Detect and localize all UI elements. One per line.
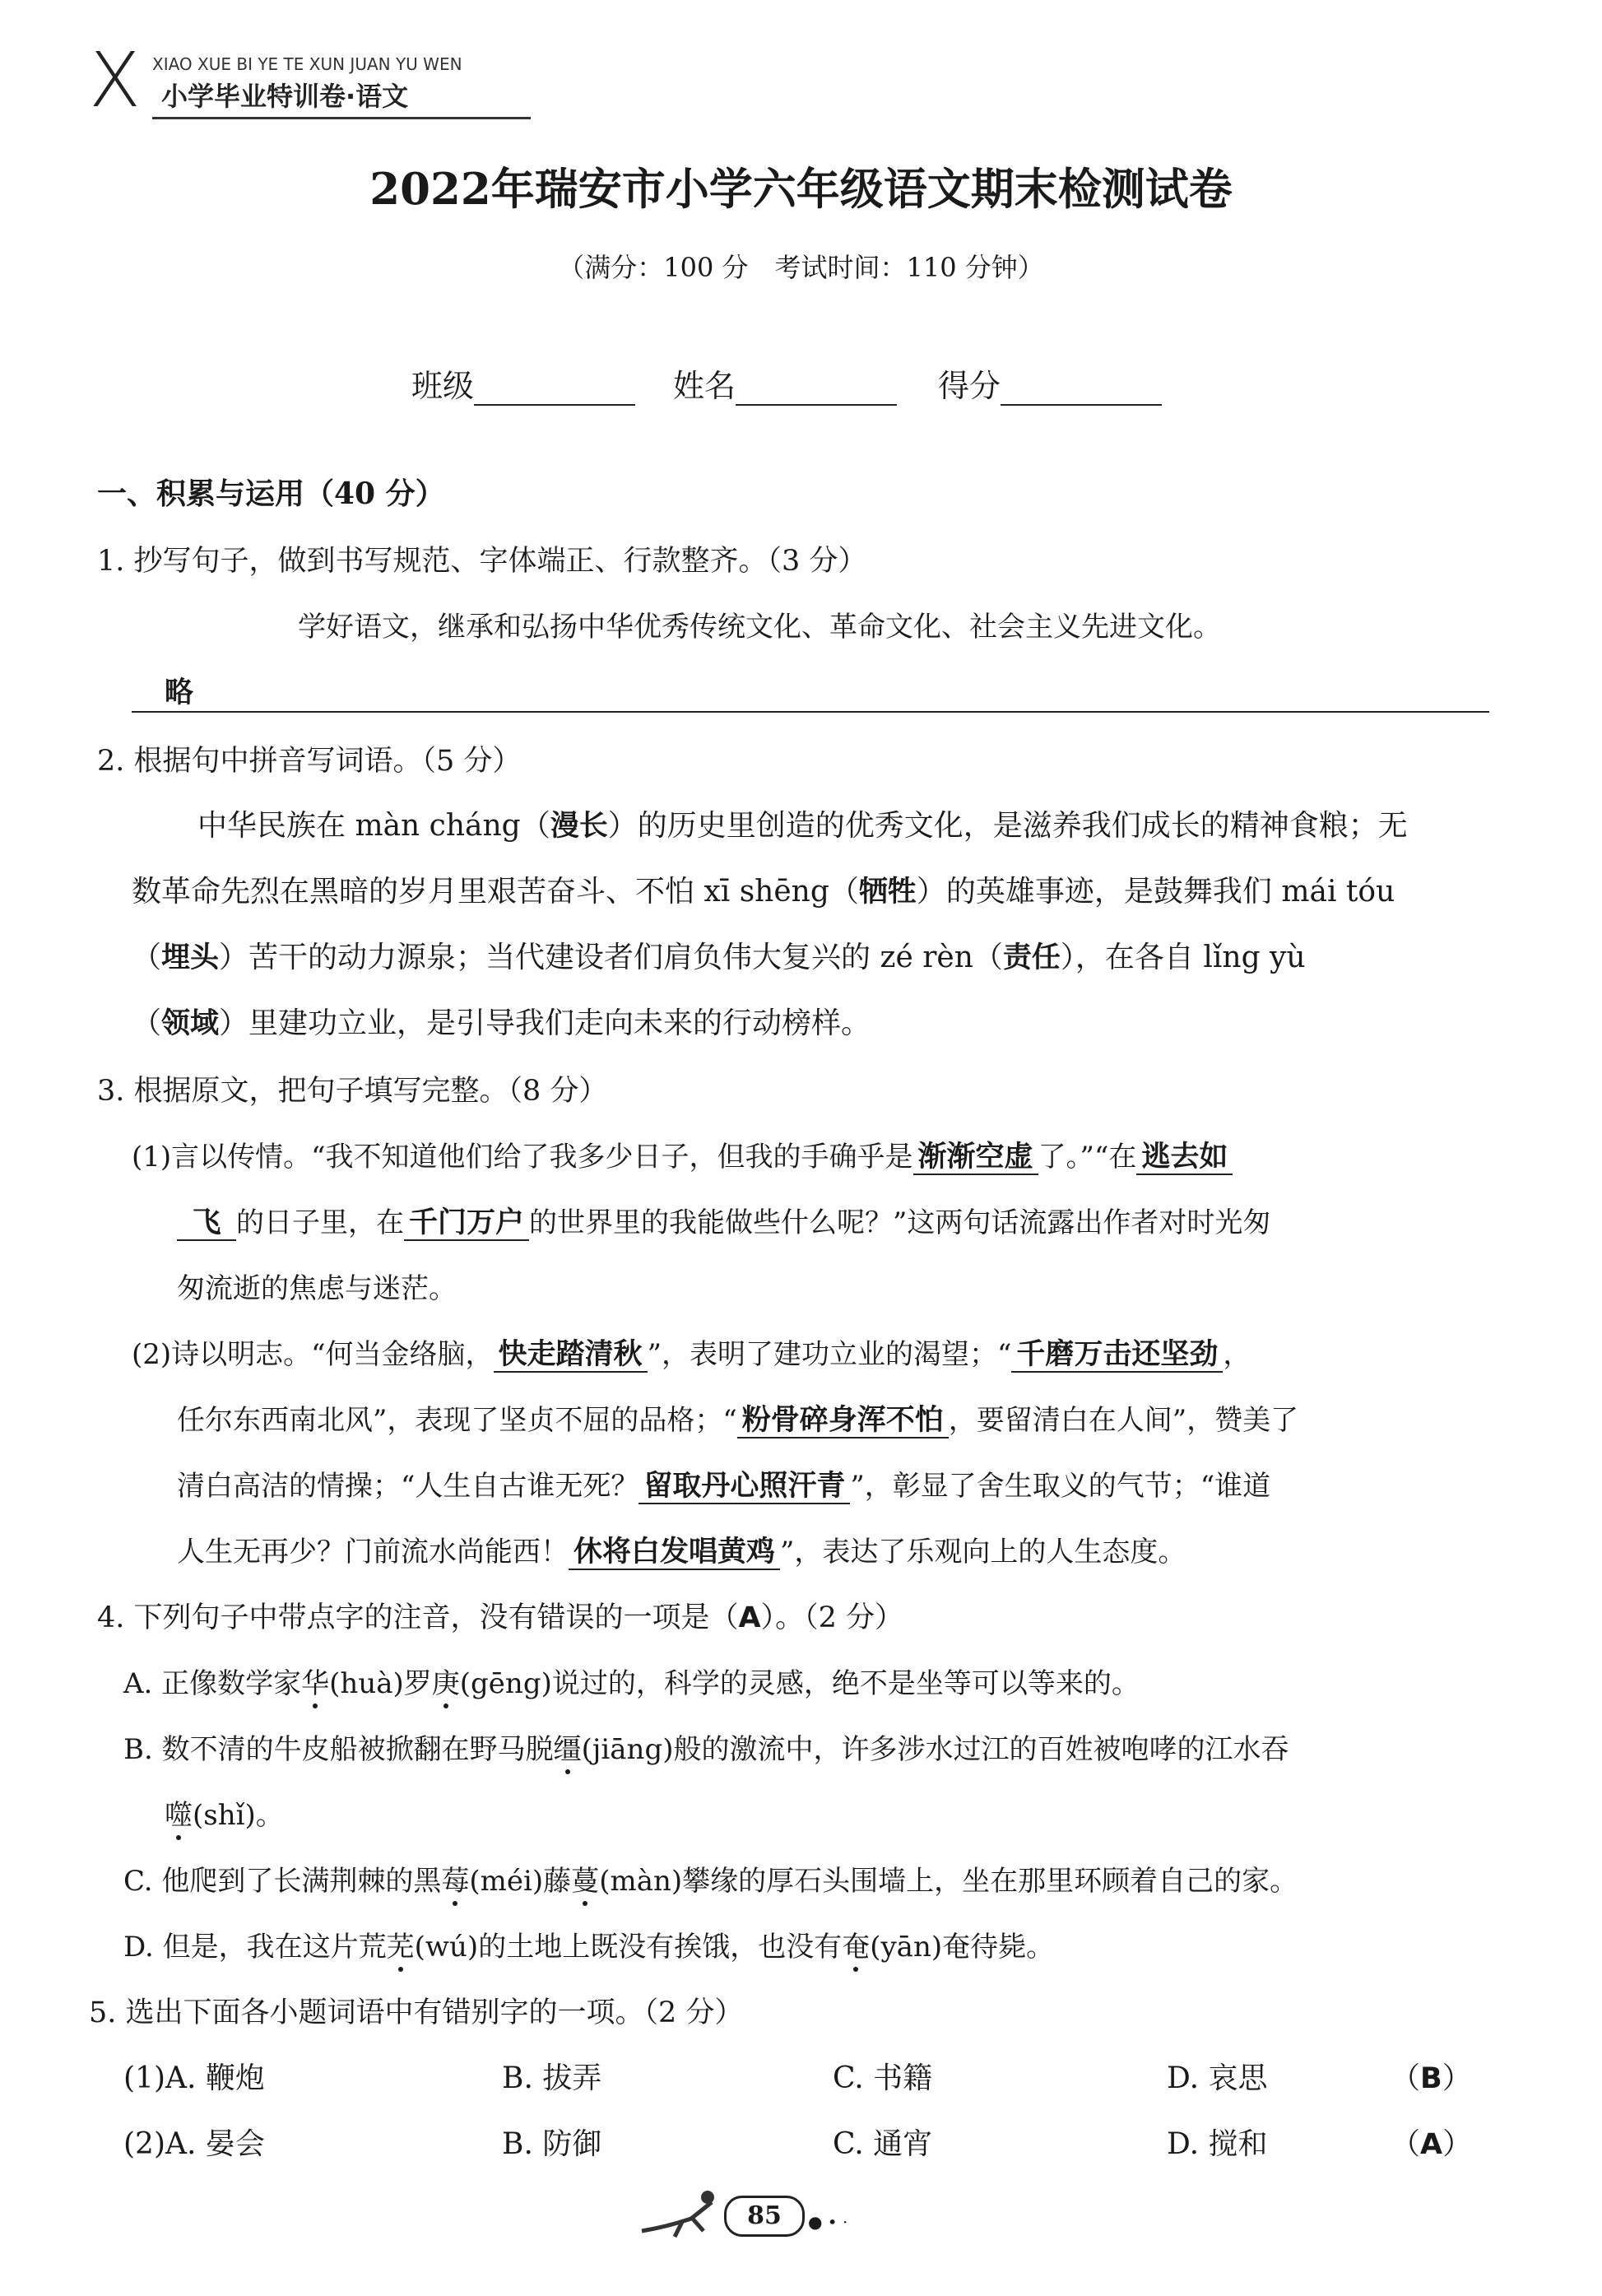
class-label: 班级 — [411, 368, 475, 404]
q4-option-a[interactable] — [123, 1667, 1140, 1700]
q5-row-2-option-b[interactable]: B. 防御 — [502, 2127, 602, 2161]
header-rule — [152, 117, 531, 119]
q4-text: C. 他爬到了长满荆棘的黑 — [123, 1865, 442, 1898]
q2-line-3 — [132, 941, 1306, 974]
q5-stem: 5. 选出下面各小题词语中有错别字的一项。（2 分） — [89, 1996, 744, 2029]
q4-text: (huà)罗 — [329, 1667, 432, 1700]
q2-text: （ — [132, 941, 162, 974]
q1-sentence: 学好语文，继承和弘扬中华优秀传统文化、革命文化、社会主义先进文化。 — [298, 611, 1221, 644]
q4-answer[interactable]: A — [738, 1601, 761, 1634]
q1-answer-line — [132, 711, 1489, 713]
dotted-char: 莓 — [441, 1865, 470, 1898]
dotted-char: 奄 — [842, 1931, 871, 1964]
q4-text: (méi)藤 — [469, 1865, 572, 1898]
q3-answer[interactable]: 千磨万击还坚劲 — [1011, 1338, 1223, 1373]
q3-text: 了。”“在 — [1038, 1141, 1137, 1174]
q4-text: (yān)奄待毙。 — [870, 1931, 1055, 1964]
q3-text: 清白高洁的情操；“人生自古谁无死？ — [177, 1470, 639, 1503]
q3-text: ”，彰显了舍生取义的气节；“谁道 — [850, 1470, 1271, 1503]
q2-text: ）苦干的动力源泉；当代建设者们肩负伟大复兴的 zé rèn（ — [219, 941, 1003, 974]
q1-answer[interactable]: 略 — [165, 676, 194, 709]
q4-stem — [97, 1601, 903, 1634]
q3-p2-line-1 — [132, 1338, 1251, 1373]
footer-dots: ● • · — [808, 2212, 848, 2232]
q3-text: 任尔东西南北风”，表现了坚贞不屈的品格；“ — [177, 1404, 737, 1437]
paren: ） — [1442, 2127, 1473, 2161]
q3-text: (2)诗以明志。“何当金络脑， — [132, 1338, 494, 1371]
class-field — [411, 360, 635, 406]
q3-answer[interactable]: 休将白发唱黄鸡 — [569, 1536, 780, 1570]
q3-answer[interactable]: 快走踏清秋 — [494, 1338, 648, 1373]
series-name: 小学毕业特训卷·语文 — [161, 81, 409, 112]
q4-text: B. 数不清的牛皮船被掀翻在野马脱 — [123, 1733, 554, 1766]
score-label: 得分 — [938, 368, 1001, 404]
series-logo-letter: X — [89, 36, 142, 124]
q2-stem: 2. 根据句中拼音写词语。（5 分） — [97, 745, 522, 778]
q5-row-2-option-c[interactable]: C. 通宵 — [833, 2127, 933, 2161]
q2-line-2 — [132, 876, 1395, 909]
q2-answer-2[interactable]: 牺牲 — [858, 876, 917, 909]
exam-subtitle: （满分：100 分 考试时间：110 分钟） — [558, 252, 1044, 283]
dotted-char: 蔓 — [571, 1865, 600, 1898]
q2-line-4 — [132, 1007, 871, 1040]
score-field — [938, 360, 1162, 406]
q5-row-2-label[interactable]: (2)A. 晏会 — [123, 2127, 265, 2161]
q5-row-1-label[interactable]: (1)A. 鞭炮 — [123, 2061, 265, 2095]
q4-text: (jiāng)般的激流中，许多涉水过江的百姓被咆哮的江水吞 — [581, 1733, 1289, 1766]
q4-option-b-cont — [165, 1799, 284, 1832]
q2-line-1 — [197, 810, 1408, 843]
q5-row-2-answer[interactable]: A — [1420, 2128, 1443, 2161]
q3-p1-line-1 — [132, 1141, 1233, 1175]
q2-answer-1[interactable]: 漫长 — [550, 810, 608, 843]
q2-answer-5[interactable]: 领域 — [161, 1007, 220, 1040]
q3-text: (1)言以传情。“我不知道他们给了我多少日子，但我的手确乎是 — [132, 1141, 913, 1174]
class-blank[interactable] — [474, 369, 635, 406]
q4-text: (gēng)说过的，科学的灵感，绝不是坐等可以等来的。 — [459, 1667, 1140, 1700]
q1-stem: 1. 抄写句子，做到书写规范、字体端正、行款整齐。（3 分） — [97, 545, 867, 578]
q2-text: ）里建功立业，是引导我们走向未来的行动榜样。 — [219, 1006, 871, 1040]
name-field — [673, 360, 897, 406]
dotted-char: 华 — [301, 1667, 330, 1700]
q4-option-d[interactable] — [123, 1931, 1054, 1964]
q5-row-1-option-b[interactable]: B. 拔弄 — [502, 2061, 602, 2095]
q3-text: ，要留清白在人间”，赞美了 — [948, 1404, 1299, 1437]
dotted-char: 芜 — [386, 1931, 415, 1964]
q5-row-1-option-c[interactable]: C. 书籍 — [833, 2061, 933, 2095]
q5-row-1-answer[interactable]: B — [1420, 2062, 1442, 2095]
paren: （ — [1391, 2061, 1421, 2095]
q2-text: 数革命先烈在黑暗的岁月里艰苦奋斗、不怕 xī shēng（ — [132, 875, 859, 909]
q2-text: 中华民族在 màn cháng（ — [197, 809, 550, 843]
q2-text: ），在各自 lǐng yù — [1060, 941, 1306, 974]
q4-option-b[interactable] — [123, 1733, 1289, 1766]
q3-text: 人生无再少？门前流水尚能西！ — [177, 1536, 569, 1569]
q2-text: ）的英雄事迹，是鼓舞我们 mái tóu — [916, 875, 1395, 909]
name-blank[interactable] — [736, 369, 897, 406]
page-number: 85 — [724, 2196, 805, 2237]
dotted-char: 庚 — [431, 1667, 460, 1700]
q4-text: (màn)攀缘的厚石头围墙上，坐在那里环顾着自己的家。 — [599, 1865, 1298, 1898]
q2-text: （ — [132, 1006, 162, 1040]
q3-text: ”，表明了建功立业的渴望；“ — [647, 1338, 1012, 1371]
q2-answer-3[interactable]: 埋头 — [161, 941, 220, 974]
q3-answer[interactable]: 飞 — [177, 1206, 236, 1241]
q3-text: ， — [1223, 1338, 1251, 1371]
q4-text: D. 但是，我在这片荒 — [123, 1931, 387, 1964]
q4-text: 4. 下列句子中带点字的注音，没有错误的一项是（ — [97, 1601, 739, 1634]
running-figure-icon — [634, 2186, 724, 2243]
q2-answer-4[interactable]: 责任 — [1002, 941, 1061, 974]
q3-text: 的世界里的我能做些什么呢？”这两句话流露出作者对时光匆 — [529, 1206, 1271, 1239]
q3-p1-line-2 — [177, 1206, 1270, 1241]
q3-answer[interactable]: 渐渐空虚 — [913, 1141, 1038, 1175]
exam-title: 2022年瑞安市小学六年级语文期末检测试卷 — [369, 164, 1233, 215]
q4-text: (wú)的土地上既没有挨饿，也没有 — [414, 1931, 843, 1964]
series-pinyin: XIAO XUE BI YE TE XUN JUAN YU WEN — [152, 54, 462, 74]
q5-row-1-option-d[interactable]: D. 哀思 — [1167, 2061, 1268, 2095]
q3-text: ”，表达了乐观向上的人生态度。 — [780, 1536, 1186, 1569]
paren: ） — [1442, 2061, 1472, 2095]
q3-answer[interactable]: 千门万户 — [404, 1206, 529, 1241]
q3-stem: 3. 根据原文，把句子填写完整。（8 分） — [97, 1075, 608, 1108]
q3-p2-line-2 — [177, 1404, 1298, 1438]
q4-text: (shǐ)。 — [193, 1799, 284, 1832]
q3-p1-line-3: 匆流逝的焦虑与迷茫。 — [177, 1272, 457, 1305]
dotted-char: 噬 — [165, 1799, 193, 1832]
name-label: 姓名 — [673, 368, 736, 404]
q4-text: A. 正像数学家 — [123, 1667, 302, 1700]
q2-text: ）的历史里创造的优秀文化，是滋养我们成长的精神食粮；无 — [607, 809, 1408, 843]
q5-row-1-answer-box — [1391, 2062, 1472, 2095]
q5-row-2-option-d[interactable]: D. 搅和 — [1167, 2127, 1268, 2161]
q5-row-2-answer-box — [1391, 2128, 1472, 2161]
q3-answer[interactable]: 留取丹心照汗青 — [638, 1470, 850, 1504]
q3-answer[interactable]: 粉骨碎身浑不怕 — [737, 1404, 949, 1438]
q3-answer[interactable]: 逃去如 — [1136, 1141, 1233, 1175]
paren: （ — [1391, 2127, 1421, 2161]
dotted-char: 缰 — [553, 1733, 582, 1766]
q4-option-c[interactable] — [123, 1865, 1298, 1898]
q4-text: ）。（2 分） — [760, 1601, 904, 1634]
q3-text: 的日子里，在 — [236, 1206, 404, 1239]
q3-p2-line-4 — [177, 1536, 1186, 1570]
q3-p2-line-3 — [177, 1470, 1270, 1504]
section-heading: 一、积累与运用（40 分） — [97, 476, 445, 511]
score-blank[interactable] — [1001, 369, 1162, 406]
